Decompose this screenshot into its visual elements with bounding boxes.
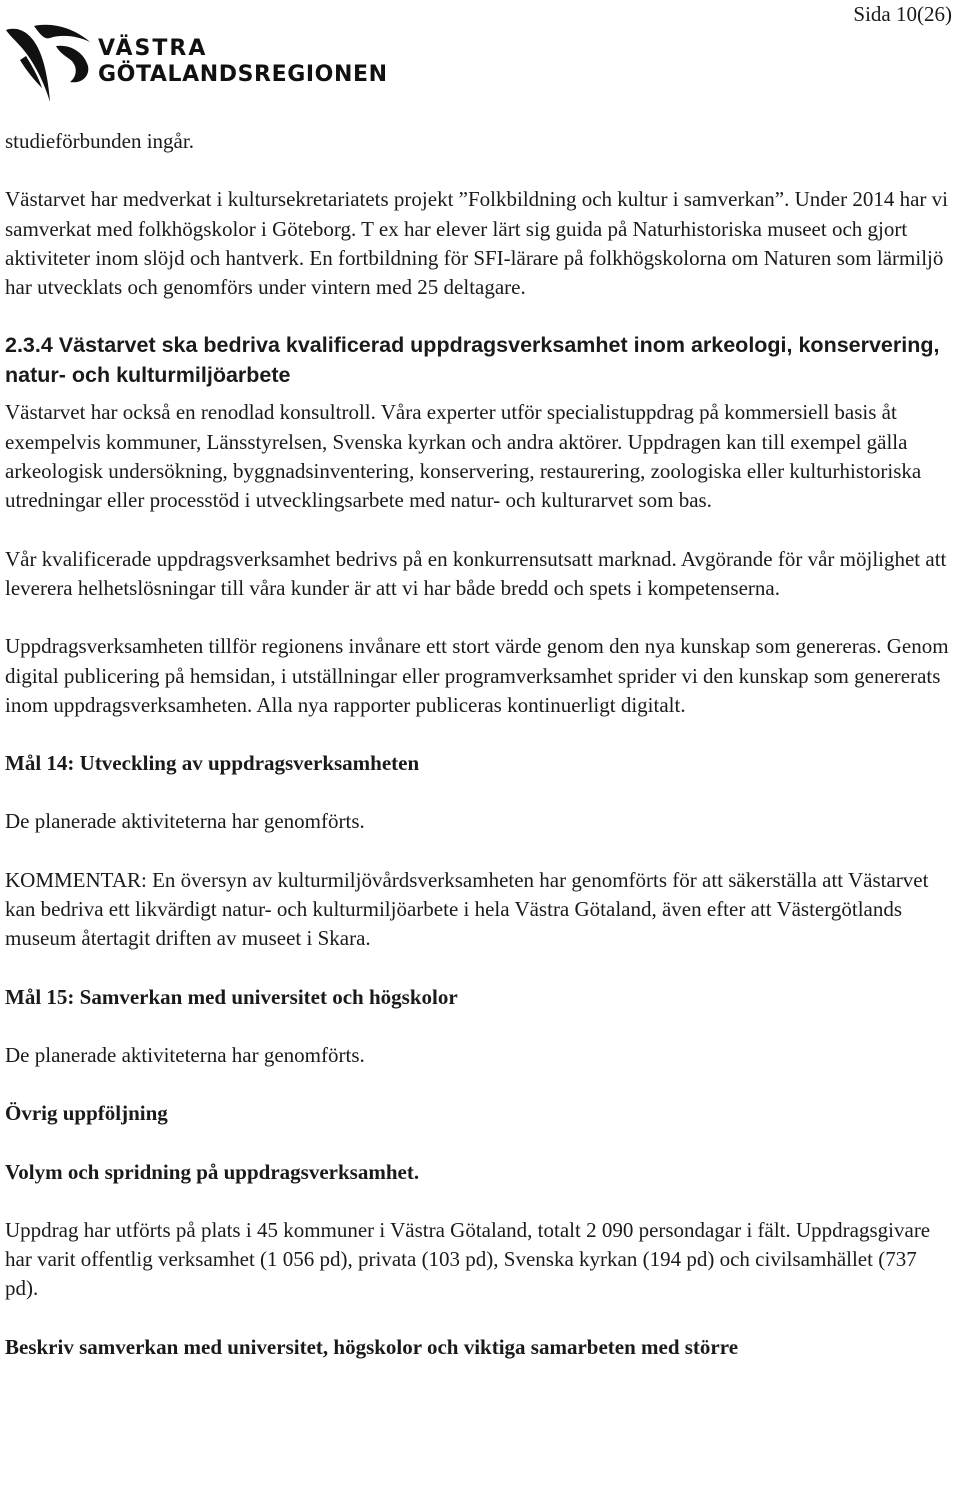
volume-text: Uppdrag har utförts på plats i 45 kommuner i Västra Götaland, totalt 2 090 persondagar i fält. Uppdragsgivare har varit offentlig verksamhet (1 056 pd), privata (103 pd), Svenska kyrkan (194 pd) och civilsamhället (737 pd).: [5, 1217, 931, 1301]
vgr-swirl-logo-icon: [4, 22, 96, 106]
logo-text-line2: GÖTALANDSREGIONEN: [98, 62, 388, 87]
paragraph-kunskap: Uppdragsverksamheten tillför regionens invånare ett stort värde genom den nya kunskap som genereras. Genom digital publicering på hemsidan, i utställningar eller programverksamhet sprider vi den kunskap som genererats inom uppdragsverksamheten. Alla nya rapporter publiceras kontinuerligt digitalt.: [5, 634, 949, 717]
section-heading-2-3-4: 2.3.4 Västarvet ska bedriva kvalificerad uppdragsverksamhet inom arkeologi, konservering, natur- och kulturmiljöarbete: [5, 333, 940, 387]
paragraph-marknad: Vår kvalificerade uppdragsverksamhet bedrivs på en konkurrensutsatt marknad. Avgörande för vår möjlighet att leverera helhetslösningar till våra kunder är att vi har både bredd och spets i kompetenserna.: [5, 546, 947, 600]
volume-heading: Volym och spridning på uppdragsverksamhet.: [5, 1159, 420, 1184]
paragraph-intro: studieförbunden ingår.: [5, 129, 194, 153]
goal-14-text: De planerade aktiviteterna har genomförts.: [5, 809, 365, 834]
vgr-logo: [4, 22, 388, 106]
page-number: Sida 10(26): [853, 2, 952, 26]
paragraph-folkbildning: Västarvet har medverkat i kultursekretariatets projekt ”Folkbildning och kultur i samverkan”. Under 2014 har vi samverkat med folkhögskolor i Göteborg. T ex har elever lärt sig guida på Naturhistoriska museet och gjort aktiviteter inom slöjd och hantverk. En fortbildning för SFI-lärare på folkhögskolorna om Naturen som lärmiljö har utvecklats och genomförs under vintern med 25 deltagare.: [5, 187, 948, 300]
comment-paragraph: KOMMENTAR: En översyn av kulturmiljövårdsverksamheten har genomförts för att säkerställa att Västarvet kan bedriva ett likvärdigt natur- och kulturmiljöarbete i hela Västra Götaland, även efter att Västergötlands museum återtagit driften av museet i Skara.: [5, 867, 929, 951]
document-body: [5, 127, 955, 1362]
paragraph-konsultroll: Västarvet har också en renodlad konsultroll. Våra experter utför specialistuppdrag på kommersiell basis åt exempelvis kommuner, Länsstyrelsen, Svenska kyrkan och andra aktörer. Uppdragen kan till exempel gälla arkeologisk undersökning, byggnadsinventering, konservering, restaurering, zoologiska eller kulturhistoriska utredningar eller processtöd i utvecklingsarbete med natur- och kulturarvet som bas.: [5, 400, 922, 513]
goal-14-heading: Mål 14: Utveckling av uppdragsverksamheten: [5, 751, 420, 776]
followup-heading: Övrig uppföljning: [5, 1101, 168, 1126]
logo-text-line1: VÄSTRA: [98, 36, 208, 61]
goal-15-text: De planerade aktiviteterna har genomförts.: [5, 1042, 365, 1067]
goal-15-heading: Mål 15: Samverkan med universitet och högskolor: [5, 984, 458, 1009]
collaboration-heading: Beskriv samverkan med universitet, högskolor och viktiga samarbeten med större: [5, 1334, 739, 1359]
